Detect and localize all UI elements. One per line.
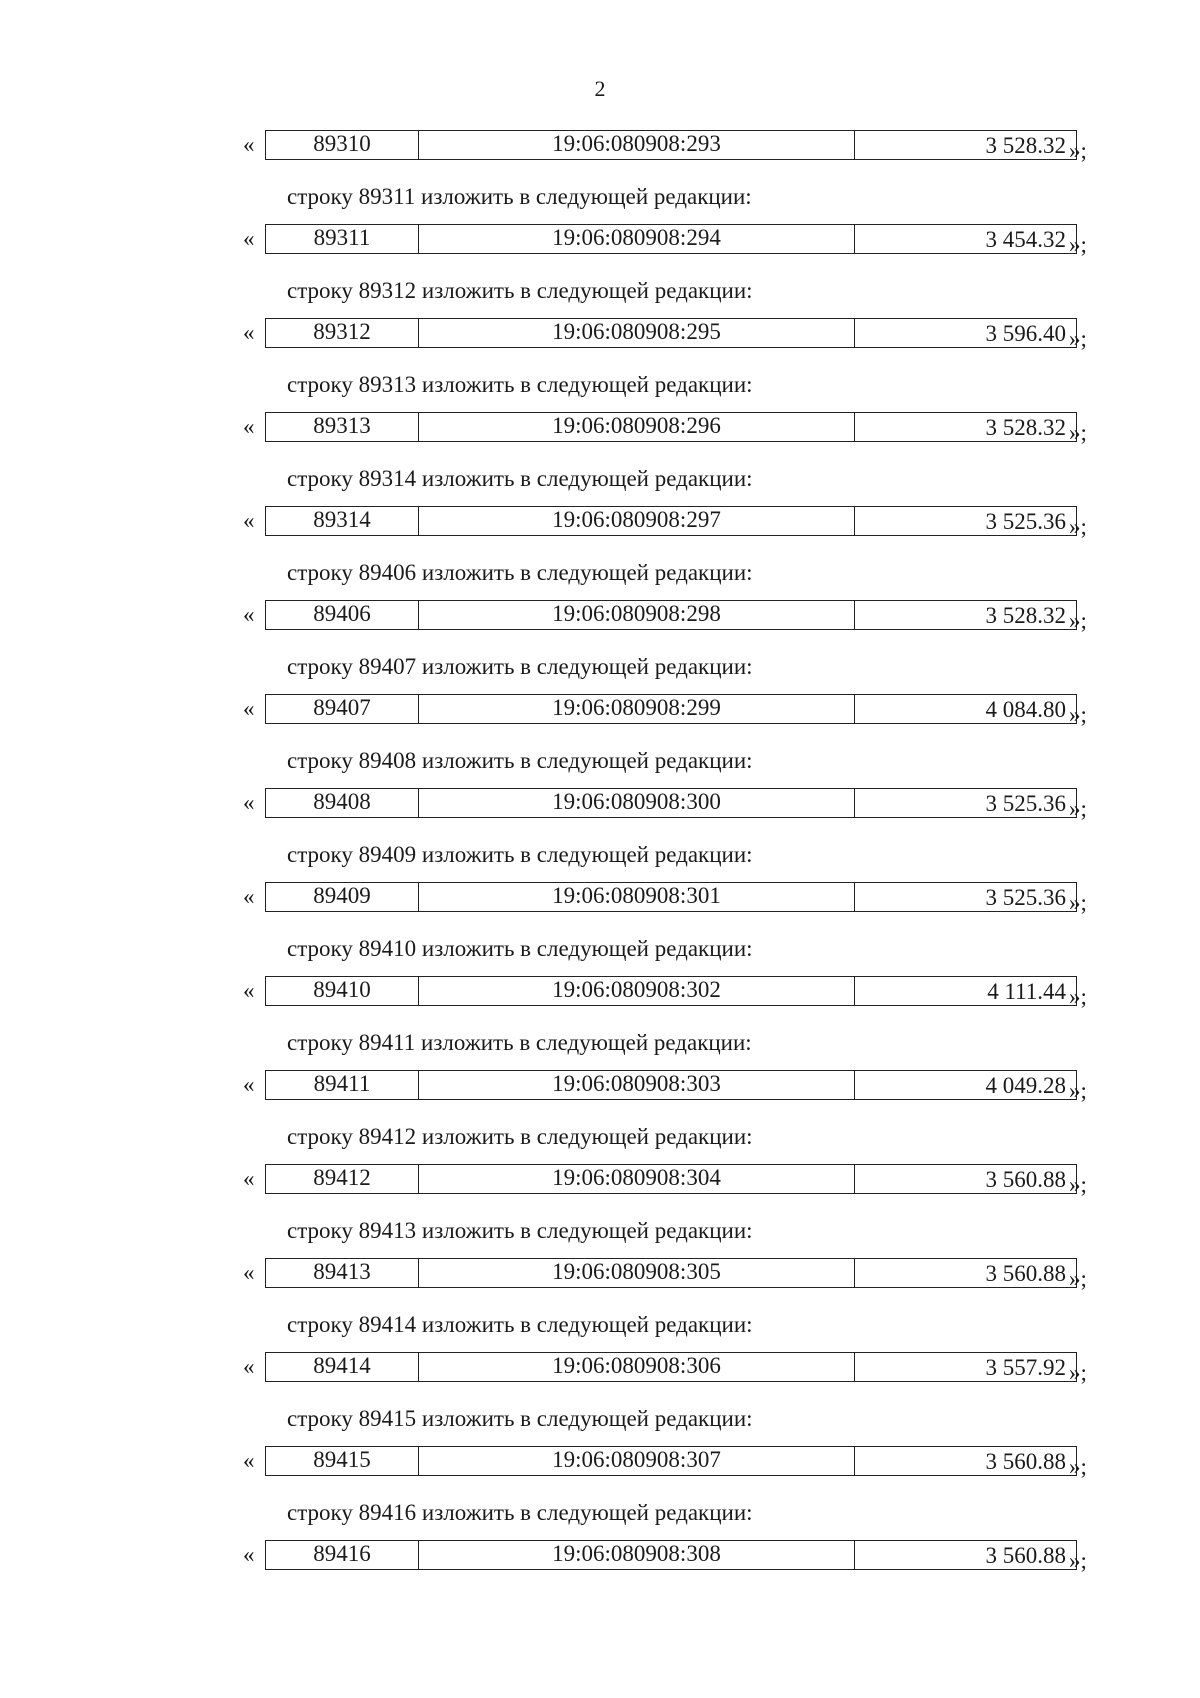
quoted-row [243, 976, 1103, 1008]
quoted-row [243, 694, 1103, 726]
value-cell: 3 560.88 [855, 1165, 1077, 1194]
closing-quote: »; [1069, 1078, 1087, 1103]
quoted-row [243, 600, 1103, 632]
cadastral-number-cell: 19:06:080908:299 [419, 695, 855, 724]
value-cell: 3 525.36 [855, 507, 1077, 536]
table-row [265, 882, 1077, 912]
closing-quote: »; [1069, 608, 1087, 633]
table-row [265, 412, 1077, 442]
opening-quote: « [243, 696, 255, 721]
value-cell: 3 525.36 [855, 883, 1077, 912]
value-cell: 3 560.88 [855, 1259, 1077, 1288]
table-row [265, 1446, 1077, 1476]
row-number-cell: 89410 [266, 977, 419, 1006]
row-number-cell: 89311 [266, 225, 419, 254]
row-number-cell: 89411 [266, 1071, 419, 1100]
amendment-instruction: строку 89413 изложить в следующей редакции: [287, 1218, 753, 1243]
value-cell: 4 111.44 [855, 977, 1077, 1006]
closing-quote: »; [1069, 326, 1087, 351]
opening-quote: « [243, 602, 255, 627]
opening-quote: « [243, 132, 255, 157]
table-row [265, 318, 1077, 348]
closing-quote: »; [1069, 420, 1087, 445]
quoted-row [243, 412, 1103, 444]
quoted-row [243, 224, 1103, 256]
table-row [265, 224, 1077, 254]
amendment-list [0, 130, 1200, 1634]
quoted-row [243, 1446, 1103, 1478]
table-row [265, 506, 1077, 536]
row-number-cell: 89416 [266, 1541, 419, 1570]
amendment-instruction: строку 89314 изложить в следующей редакции: [287, 466, 753, 491]
value-cell: 3 528.32 [855, 413, 1077, 442]
table-row [265, 1352, 1077, 1382]
cadastral-number-cell: 19:06:080908:298 [419, 601, 855, 630]
amendment-entry [0, 1500, 1200, 1634]
amendment-instruction: строку 89415 изложить в следующей редакции: [287, 1406, 753, 1431]
amendment-instruction: строку 89414 изложить в следующей редакции: [287, 1312, 753, 1337]
table-row [265, 976, 1077, 1006]
table-row [265, 1258, 1077, 1288]
table-row [265, 1540, 1077, 1570]
table-row [265, 600, 1077, 630]
closing-quote: »; [1069, 702, 1087, 727]
cadastral-number-cell: 19:06:080908:297 [419, 507, 855, 536]
value-cell: 3 454.32 [855, 225, 1077, 254]
quoted-row [243, 1164, 1103, 1196]
amendment-instruction: строку 89311 изложить в следующей редакции: [287, 184, 752, 209]
opening-quote: « [243, 790, 255, 815]
row-number-cell: 89408 [266, 789, 419, 818]
closing-quote: »; [1069, 1360, 1087, 1385]
table-row [265, 1164, 1077, 1194]
closing-quote: »; [1069, 1548, 1087, 1573]
value-cell: 3 560.88 [855, 1447, 1077, 1476]
closing-quote: »; [1069, 984, 1087, 1009]
quoted-row [243, 1070, 1103, 1102]
value-cell: 4 049.28 [855, 1071, 1077, 1100]
closing-quote: »; [1069, 890, 1087, 915]
quoted-row [243, 506, 1103, 538]
amendment-instruction: строку 89411 изложить в следующей редакции: [287, 1030, 752, 1055]
cadastral-number-cell: 19:06:080908:306 [419, 1353, 855, 1382]
cadastral-number-cell: 19:06:080908:294 [419, 225, 855, 254]
cadastral-number-cell: 19:06:080908:295 [419, 319, 855, 348]
row-number-cell: 89314 [266, 507, 419, 536]
cadastral-number-cell: 19:06:080908:296 [419, 413, 855, 442]
value-cell: 3 557.92 [855, 1353, 1077, 1382]
quoted-row [243, 318, 1103, 350]
cadastral-number-cell: 19:06:080908:301 [419, 883, 855, 912]
closing-quote: »; [1069, 1454, 1087, 1479]
table-row [265, 1070, 1077, 1100]
value-cell: 3 525.36 [855, 789, 1077, 818]
value-cell: 3 596.40 [855, 319, 1077, 348]
opening-quote: « [243, 1072, 255, 1097]
cadastral-number-cell: 19:06:080908:300 [419, 789, 855, 818]
row-number-cell: 89414 [266, 1353, 419, 1382]
quoted-row [243, 1258, 1103, 1290]
amendment-instruction: строку 89410 изложить в следующей редакции: [287, 936, 753, 961]
cadastral-number-cell: 19:06:080908:293 [419, 131, 855, 160]
opening-quote: « [243, 414, 255, 439]
value-cell: 3 560.88 [855, 1541, 1077, 1570]
row-number-cell: 89313 [266, 413, 419, 442]
page-number: 2 [594, 76, 606, 101]
opening-quote: « [243, 508, 255, 533]
closing-quote: »; [1069, 232, 1087, 257]
quoted-row [243, 1352, 1103, 1384]
cadastral-number-cell: 19:06:080908:308 [419, 1541, 855, 1570]
table-row [265, 694, 1077, 724]
opening-quote: « [243, 320, 255, 345]
amendment-instruction: строку 89416 изложить в следующей редакции: [287, 1500, 753, 1525]
amendment-instruction: строку 89409 изложить в следующей редакции: [287, 842, 753, 867]
cadastral-number-cell: 19:06:080908:305 [419, 1259, 855, 1288]
table-row [265, 130, 1077, 160]
cadastral-number-cell: 19:06:080908:304 [419, 1165, 855, 1194]
table-row [265, 788, 1077, 818]
cadastral-number-cell: 19:06:080908:303 [419, 1071, 855, 1100]
amendment-instruction: строку 89313 изложить в следующей редакции: [287, 372, 753, 397]
amendment-instruction: строку 89406 изложить в следующей редакции: [287, 560, 753, 585]
closing-quote: »; [1069, 796, 1087, 821]
row-number-cell: 89409 [266, 883, 419, 912]
opening-quote: « [243, 1542, 255, 1567]
row-number-cell: 89310 [266, 131, 419, 160]
row-number-cell: 89312 [266, 319, 419, 348]
amendment-instruction: строку 89412 изложить в следующей редакции: [287, 1124, 753, 1149]
opening-quote: « [243, 884, 255, 909]
row-number-cell: 89407 [266, 695, 419, 724]
amendment-instruction: строку 89312 изложить в следующей редакции: [287, 278, 753, 303]
row-number-cell: 89406 [266, 601, 419, 630]
row-number-cell: 89415 [266, 1447, 419, 1476]
closing-quote: »; [1069, 1172, 1087, 1197]
quoted-row [243, 130, 1103, 162]
amendment-instruction: строку 89408 изложить в следующей редакции: [287, 748, 753, 773]
opening-quote: « [243, 1166, 255, 1191]
row-number-cell: 89412 [266, 1165, 419, 1194]
row-number-cell: 89413 [266, 1259, 419, 1288]
quoted-row [243, 882, 1103, 914]
opening-quote: « [243, 978, 255, 1003]
quoted-row [243, 1540, 1103, 1572]
opening-quote: « [243, 1260, 255, 1285]
closing-quote: »; [1069, 1266, 1087, 1291]
closing-quote: »; [1069, 138, 1087, 163]
opening-quote: « [243, 226, 255, 251]
closing-quote: »; [1069, 514, 1087, 539]
cadastral-number-cell: 19:06:080908:307 [419, 1447, 855, 1476]
opening-quote: « [243, 1448, 255, 1473]
opening-quote: « [243, 1354, 255, 1379]
cadastral-number-cell: 19:06:080908:302 [419, 977, 855, 1006]
quoted-row [243, 788, 1103, 820]
value-cell: 3 528.32 [855, 601, 1077, 630]
value-cell: 4 084.80 [855, 695, 1077, 724]
value-cell: 3 528.32 [855, 131, 1077, 160]
amendment-instruction: строку 89407 изложить в следующей редакции: [287, 654, 753, 679]
